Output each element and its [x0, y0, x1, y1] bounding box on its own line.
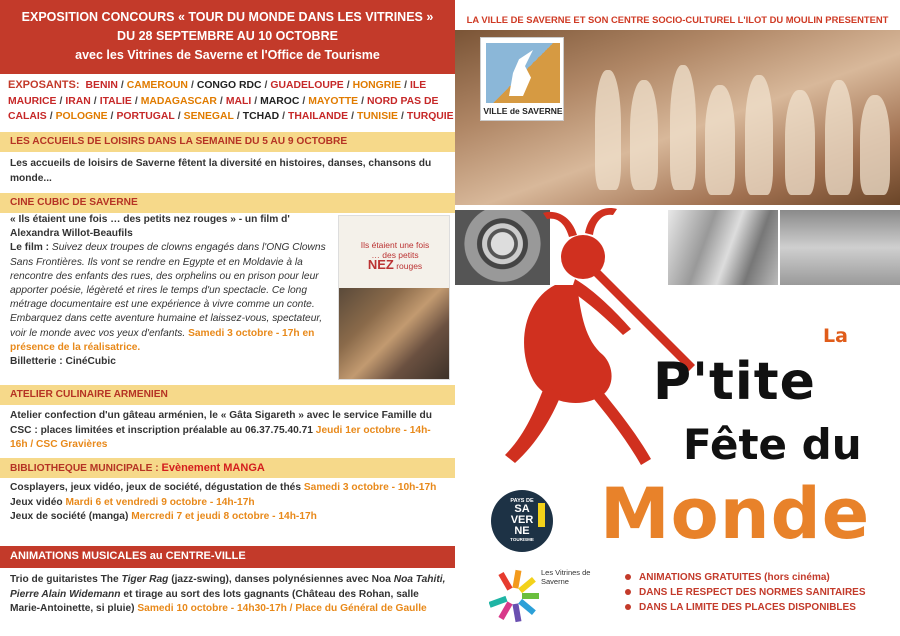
right-column	[455, 0, 900, 636]
country-item: ILE MAURICE	[8, 80, 427, 107]
country-item: CONGO RDC	[196, 80, 262, 91]
bullet-item: ANIMATIONS GRATUITES (hors cinéma)	[625, 570, 900, 585]
country-item: PORTUGAL	[116, 111, 175, 122]
exposants-label: EXPOSANTS:	[8, 79, 80, 91]
exhibition-header	[0, 0, 455, 74]
exclamation-icon	[538, 503, 545, 527]
section-musique-title: ANIMATIONS MUSICALES au CENTRE-VILLE	[0, 546, 455, 568]
vitrines-label: Les Vitrines de Saverne	[541, 568, 591, 586]
country-item: SENEGAL	[183, 111, 234, 122]
biblio-highlight: Evènement MANGA	[161, 462, 265, 474]
title-monde: Monde	[600, 473, 871, 555]
musique-date: Samedi 10 octobre - 14h30-17h / Place du Général de Gaulle	[137, 603, 427, 614]
title-la: La	[823, 325, 848, 347]
bullet-item: DANS LA LIMITE DES PLACES DISPONIBLES	[625, 600, 900, 615]
color-burst-icon	[489, 562, 539, 626]
vitrines-saverne-logo	[489, 562, 619, 626]
country-item: POLOGNE	[55, 111, 108, 122]
film-title: « Ils étaient une fois … des petits nez rouges » - un film d'	[10, 214, 290, 225]
poster-photo	[339, 288, 450, 380]
bullet-icon	[625, 574, 631, 580]
country-item: MADAGASCAR	[140, 95, 217, 107]
film-description	[10, 213, 330, 369]
country-item: THAILANDE	[288, 111, 349, 122]
header-line-3: avec les Vitrines de Saverne et l'Office de Tourisme	[75, 48, 380, 62]
section-atelier-title: ATELIER CULINAIRE ARMENIEN	[0, 385, 455, 405]
section-biblio-text: Cosplayers, jeux vidéo, jeux de société, dégustation de thés Samedi 3 octobre - 10h-17h Jeux vidéo Mardi 6 et vendredi 9 octobre - 14h-17h Jeux de société (manga) Mercredi 7 et jeudi 8 octobre - 14h-17h	[10, 482, 437, 522]
country-item: HONGRIE	[352, 80, 402, 91]
country-item: TCHAD	[242, 111, 280, 122]
film-date: Samedi 3 octobre - 17h en présence de la réalisatrice.	[10, 327, 315, 353]
ville-saverne-logo	[480, 37, 564, 121]
bullet-icon	[625, 604, 631, 610]
country-item: CAMEROUN	[126, 80, 188, 91]
header-line-1: EXPOSITION CONCOURS « TOUR DU MONDE DANS LES VITRINES »	[21, 10, 434, 24]
country-item: ITALIE	[99, 95, 132, 107]
country-item: MAROC	[260, 95, 300, 107]
country-item: BENIN	[85, 80, 118, 91]
country-item: IRAN	[65, 95, 91, 107]
title-ptite: P'tite	[653, 352, 816, 412]
section-atelier-text: Atelier confection d'un gâteau arménien, le « Gâta Sigareth » avec le service Famille du CSC : places limitées et inscription préalable au 06.37.75.40.71 Jeudi 1er octobre - 14h-16h / CSC Gravières	[10, 410, 432, 450]
country-item: NORD PAS DE CALAIS	[8, 95, 439, 122]
film-billetterie: Billetterie : CinéCubic	[10, 356, 116, 368]
section-accueils-text: Les accueils de loisirs de Saverne fêtent la diversité en histoires, danses, chansons du monde...	[10, 158, 432, 184]
country-item: TURQUIE	[406, 111, 454, 122]
section-cine-title: CINE CUBIC DE SAVERNE	[0, 193, 455, 213]
header-line-2: DU 28 SEPTEMBRE AU 10 OCTOBRE	[117, 29, 338, 43]
ville-saverne-label: VILLE de SAVERNE	[483, 106, 563, 116]
bullet-icon	[625, 589, 631, 595]
film-director: Alexandra Willot-Beaufils	[10, 228, 133, 240]
pays-de-saverne-logo: PAYS DE SA VER NE TOURISME	[491, 490, 553, 552]
country-item: MALI	[225, 95, 252, 107]
country-item: TUNISIE	[356, 111, 398, 122]
country-item: GUADELOUPE	[270, 80, 344, 91]
film-label: Le film :	[10, 242, 50, 254]
film-synopsis: Suivez deux troupes de clowns engagés dans l'ONG Clowns Sans Frontières. Ils vont se rendre en Egypte et en Moldavie à la rencontre des enfants des rues, des orphelins ou en prison pour leur apporter poésie, légèreté et rires le temps d'un spectacle. Ce long métrage documentaire est une expérience à vivre comme un conte. Embarquez dans cette aventure humaine et laissez-vous, spectateur, voir le monde avec vos yeux d'enfants.	[10, 242, 326, 339]
section-biblio-title: BIBLIOTHEQUE MUNICIPALE : Evènement MANGA	[0, 458, 455, 478]
film-poster	[338, 215, 450, 380]
bullet-item: DANS LE RESPECT DES NORMES SANITAIRES	[625, 585, 900, 600]
exposants-list: EXPOSANTS: BENIN / CAMEROUN / CONGO RDC / GUADELOUPE / HONGRIE / ILE MAURICE / IRAN / ITALIE / MADAGASCAR / MALI / MAROC / MAYOTTE / NORD PAS DE CALAIS / POLOGNE / PORTUGAL / SENEGAL / TCHAD / THAILANDE / TUNISIE / TURQUIE	[8, 79, 454, 122]
section-accueils-title: LES ACCUEILS DE LOISIRS DANS LA SEMAINE DU 5 AU 9 OCTOBRE	[0, 132, 455, 152]
poster-title: Ils étaient une fois … des petits NEZ rouges	[360, 240, 430, 272]
section-musique-text: Trio de guitaristes The Tiger Rag (jazz-swing), danses polynésiennes avec Noa Noa Tahiti, Pierre Alain Widemann et tirage au sort des lots gagnants (Château des Rohan, salle Marie-Antoinette, si pluie) Samedi 10 octobre - 14h30-17h / Place du Général de Gaulle	[10, 574, 446, 614]
info-bullets	[625, 570, 900, 615]
atelier-date: Jeudi 1er octobre - 14h-16h / CSC Gravières	[10, 424, 431, 450]
presenters-banner: LA VILLE DE SAVERNE ET SON CENTRE SOCIO-CULTUREL L'ILOT DU MOULIN PRESENTENT	[455, 0, 900, 30]
dancer-photo	[780, 210, 900, 285]
country-item: MAYOTTE	[308, 95, 359, 107]
title-fete: Fête du	[683, 420, 862, 469]
